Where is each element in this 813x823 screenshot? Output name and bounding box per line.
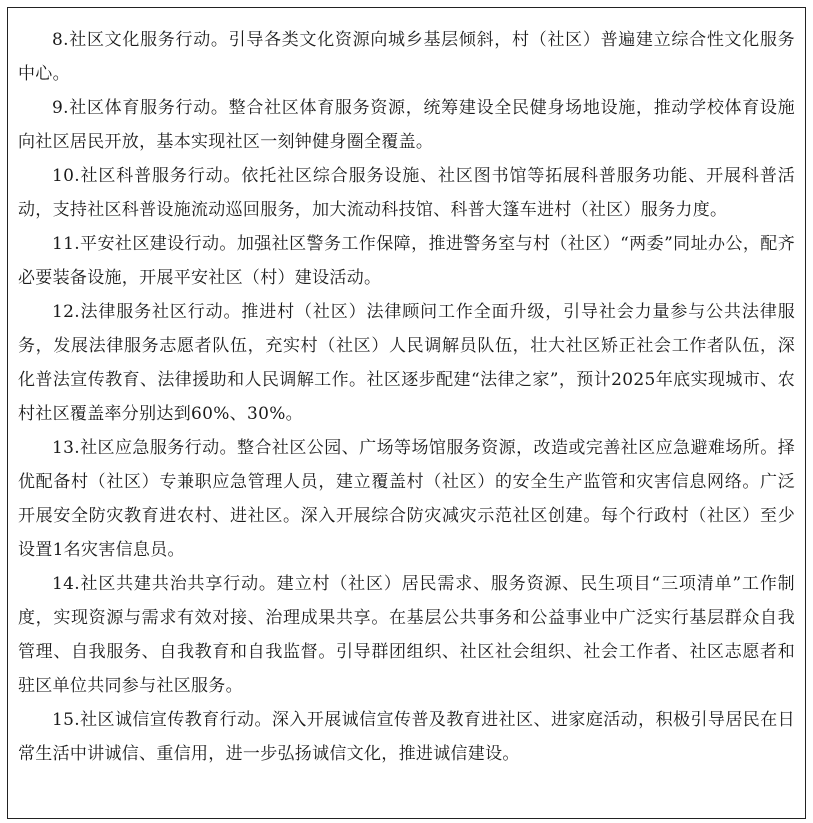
item-text: 加强社区警务工作保障，推进警务室与村（社区）“两委”同址办公，配齐必要装备设施，开展平安社区（村）建设活动。: [18, 234, 796, 288]
item-text: 建立村（社区）居民需求、服务资源、民生项目“三项清单”工作制度，实现资源与需求有效对接、治理成果共享。在基层公共事务和公益事业中广泛实行基层群众自我管理、自我服务、自我教育和自我监督。引导群团组织、社区社会组织、社会工作者、社区志愿者和驻区单位共同参与社区服务。: [18, 574, 795, 696]
item-title: 社区科普服务行动。: [79, 166, 242, 186]
item-title: 社区诚信宣传教育行动。: [79, 710, 272, 730]
item-number: 13.: [52, 438, 80, 458]
list-item: [18, 91, 795, 159]
list-item: [18, 227, 795, 295]
item-number: 15.: [52, 710, 80, 730]
item-text: 深入开展诚信宣传普及教育进社区、进家庭活动，积极引导居民在日常生活中讲诚信、重信用，进一步弘扬诚信文化，推进诚信建设。: [18, 710, 795, 764]
item-title: 法律服务社区行动。: [79, 302, 242, 322]
document-frame: [7, 7, 806, 819]
item-title: 社区共建共治共享行动。: [79, 574, 277, 594]
item-number: 11.: [52, 234, 80, 254]
list-item: [18, 703, 795, 771]
list-item: [18, 295, 795, 431]
item-number: 12.: [52, 302, 80, 322]
item-title: 平安社区建设行动。: [79, 234, 237, 254]
list-item: [18, 23, 795, 91]
item-title: 社区文化服务行动。: [68, 30, 229, 50]
item-text: 整合社区公园、广场等场馆服务资源，改造或完善社区应急避难场所。择优配备村（社区）专兼职应急管理人员，建立覆盖村（社区）的安全生产监管和灾害信息网络。广泛开展安全防灾教育进农村、进社区。深入开展综合防灾减灾示范社区创建。每个行政村（社区）至少设置1名灾害信息员。: [18, 438, 795, 560]
item-text: 引导各类文化资源向城乡基层倾斜，村（社区）普遍建立综合性文化服务中心。: [18, 30, 795, 84]
list-item: [18, 431, 795, 567]
item-title: 社区应急服务行动。: [79, 438, 238, 458]
list-item: [18, 159, 795, 227]
list-item: [18, 567, 795, 703]
item-title: 社区体育服务行动。: [68, 98, 229, 118]
item-number: 9.: [52, 98, 69, 118]
item-number: 10.: [52, 166, 80, 186]
item-text: 推进村（社区）法律顾问工作全面升级，引导社会力量参与公共法律服务，发展法律服务志愿者队伍，充实村（社区）人民调解员队伍，壮大社区矫正社会工作者队伍，深化普法宣传教育、法律援助和人民调解工作。社区逐步配建“法律之家”，预计2025年底实现城市、农村社区覆盖率分别达到60%、30%。: [18, 302, 795, 424]
item-number: 8.: [52, 30, 69, 50]
item-text: 依托社区综合服务设施、社区图书馆等拓展科普服务功能、开展科普活动，支持社区科普设施流动巡回服务，加大流动科技馆、科普大篷车进村（社区）服务力度。: [18, 166, 795, 220]
item-number: 14.: [52, 574, 80, 594]
item-text: 整合社区体育服务资源，统筹建设全民健身场地设施，推动学校体育设施向社区居民开放，基本实现社区一刻钟健身圈全覆盖。: [18, 98, 795, 152]
